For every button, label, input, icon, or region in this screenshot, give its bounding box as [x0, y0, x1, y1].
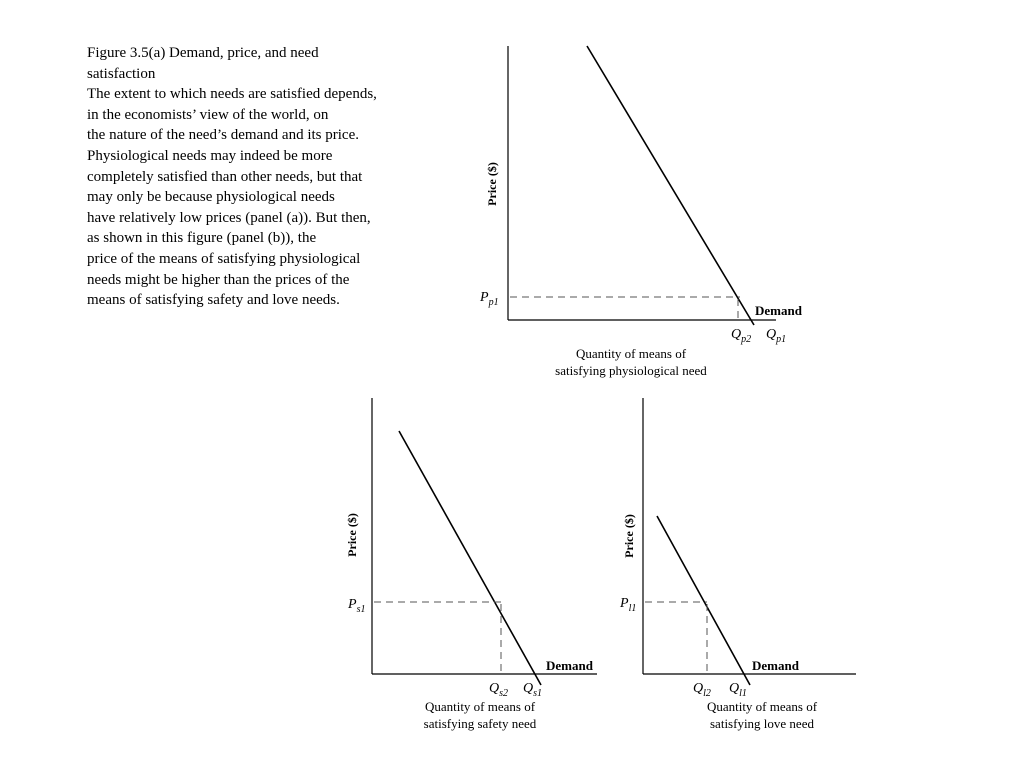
x-axis-label: Quantity of means of	[575, 346, 687, 361]
x-axis-label: satisfying love need	[710, 716, 814, 731]
panel-physiological	[479, 46, 803, 378]
price-label: $P_{s1}$	[348, 597, 366, 615]
demand-label: Demand	[752, 658, 799, 673]
demand-curve	[657, 516, 750, 685]
demand-label: Demand	[755, 303, 802, 318]
caption-line: needs might be higher than the prices of the	[87, 271, 350, 288]
caption-line: satisfaction	[87, 65, 156, 82]
price-label: $P_{p1}$	[480, 290, 499, 308]
y-axis-label: Price ($)	[485, 162, 499, 206]
panel-love	[619, 398, 856, 731]
caption-line: The extent to which needs are satisfied depends,	[87, 86, 377, 103]
quantity-2-label: $Q_{p2}$	[731, 327, 752, 345]
y-axis-label: Price ($)	[622, 514, 636, 558]
caption-line: have relatively low prices (panel (a)). But then,	[87, 209, 371, 226]
caption-line: price of the means of satisfying physiological	[87, 250, 361, 267]
x-axis-label: satisfying safety need	[423, 716, 537, 731]
quantity-1-label: $Q_{p1}$	[766, 327, 787, 345]
caption-line: Figure 3.5(a) Demand, price, and need	[87, 45, 319, 61]
caption-line: completely satisfied than other needs, but that	[87, 168, 363, 185]
caption-line: in the economists’ view of the world, on	[87, 106, 329, 123]
quantity-2-label: $Q_{l2}$	[693, 681, 711, 699]
caption-line: may only be because physiological needs	[87, 189, 335, 206]
x-axis-label: Quantity of means of	[706, 699, 818, 714]
x-axis-label: Quantity of means of	[424, 699, 536, 714]
price-label: $P_{l1}$	[620, 596, 637, 614]
y-axis-label: Price ($)	[345, 513, 359, 557]
x-axis-label: satisfying physiological need	[555, 363, 707, 378]
demand-curve	[587, 46, 754, 325]
panel-safety	[345, 398, 597, 731]
quantity-1-label: $Q_{l1}$	[729, 681, 747, 699]
demand-curve	[399, 431, 541, 685]
caption-line: as shown in this figure (panel (b)), the	[87, 230, 317, 247]
caption-line: Physiological needs may indeed be more	[87, 147, 333, 164]
caption-line: the nature of the need’s demand and its price.	[87, 127, 359, 144]
quantity-1-label: $Q_{s1}$	[523, 681, 543, 699]
quantity-2-label: $Q_{s2}$	[489, 681, 509, 699]
demand-label: Demand	[546, 658, 593, 673]
caption-line: means of satisfying safety and love needs.	[87, 292, 340, 309]
